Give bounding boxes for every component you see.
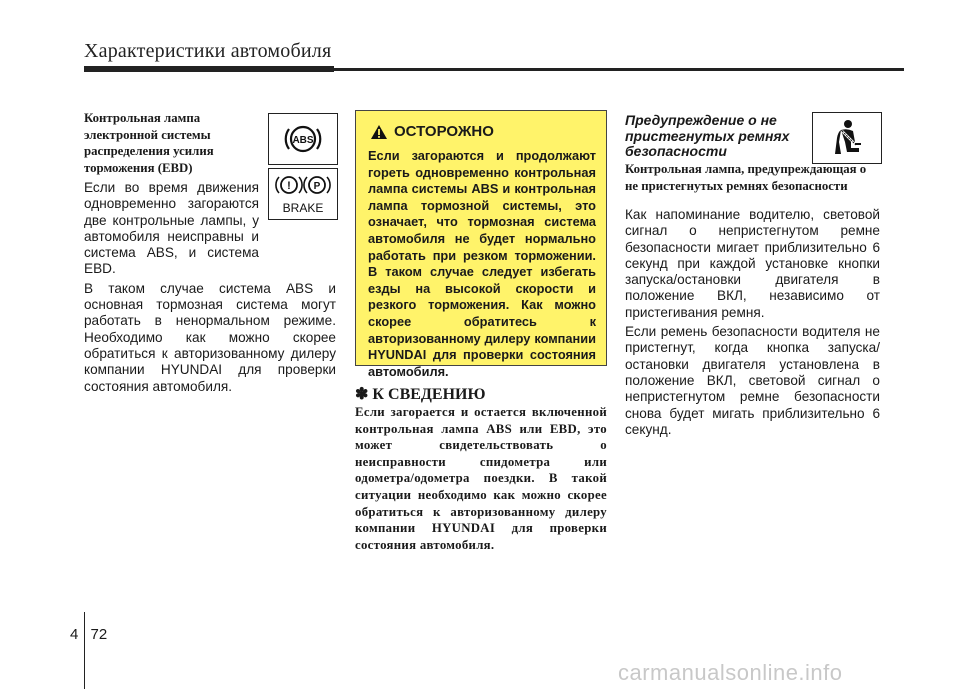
watermark: carmanualsonline.info [618, 660, 843, 685]
brake-exclamation: ! [287, 180, 291, 192]
brake-label: BRAKE [282, 201, 324, 215]
brake-icon [272, 172, 334, 216]
page-header-title: Характеристики автомобиля [84, 40, 332, 62]
seatbelt-warning-indicator [812, 112, 882, 164]
ebd-heading: Контрольная лампа электронной системы распределения усилия торможения (EBD) [84, 111, 214, 175]
notice-title: ✽ К СВЕДЕНИЮ [355, 386, 486, 403]
parking-p-label: P [313, 181, 321, 192]
notice-text: Если загорается и остается включенной контрольная лампа ABS или EBD, это может свидетельствовать о неисправности спидометра или одометра/одометра поездки. В такой ситуации необходимо как можно скорее обратиться к авторизованному дилеру компании HYUNDAI для проверки состояния автомобиля. [355, 405, 607, 552]
page-number-divider [84, 612, 85, 689]
page-number [70, 626, 107, 643]
seatbelt-paragraph-1: Как напоминание водителю, световой сигнал о непристегнутом ремне безопасности мигает приблизительно 6 секунд при каждой установке кнопки запуска/остановки двигателя в положение ВКЛ, независимо от пристегивания ремня. [625, 207, 880, 320]
caution-title: ОСТОРОЖНО [394, 123, 494, 140]
abs-warning-indicator [268, 113, 338, 165]
seatbelt-body [625, 207, 880, 438]
seatbelt-section-title: Предупреждение о не пристегнутых ремнях безопасности [625, 112, 790, 159]
abs-label: ABS [292, 135, 314, 146]
ebd-paragraph-2: В таком случае система ABS и основная тормозная система могут работать в ненормальном режиме. Необходимо как можно скорее обратиться к авторизованному дилеру компании HYUNDAI для проверки состояния автомобиля. [84, 280, 336, 394]
ebd-paragraph-1a [84, 180, 259, 278]
caution-box [355, 110, 607, 379]
brake-warning-indicator [268, 168, 338, 220]
seatbelt-icon [827, 118, 867, 158]
caution-header [370, 123, 494, 140]
seatbelt-paragraph-2: Если ремень безопасности водителя не пристегнут, когда кнопка запуска/остановки двигателя установлена в положение ВКЛ, световой сигнал о непристегнутом ремне безопасности снова будет мигать приблизительно 6 секунд. [625, 324, 880, 437]
page-number-value: 72 [90, 626, 108, 643]
abs-icon [283, 119, 323, 159]
seatbelt-subheading: Контрольная лампа, предупреждающая о не пристегнутых ремнях безопасности [625, 162, 867, 193]
caution-text: Если загораются и продолжают гореть одновременно контрольная лампа системы ABS и контрольная лампа тормозной системы, это означает, что тормозная система автомобиля не будет нормально работать при резком торможении. В таком случае следует избегать езды на высокой скорости и резкого торможения. Как можно скорее обратитесь к авторизованному дилеру компании HYUNDAI для проверки состояния автомобиля. [368, 148, 596, 379]
ebd-paragraph-1: Если во время движения одновременно загораются две контрольные лампы, у автомобиля неисправны и система ABS, и система EBD. [84, 180, 259, 277]
chapter-number: 4 [70, 626, 79, 643]
warning-triangle-icon [370, 124, 388, 140]
header-rule-accent [84, 66, 334, 72]
